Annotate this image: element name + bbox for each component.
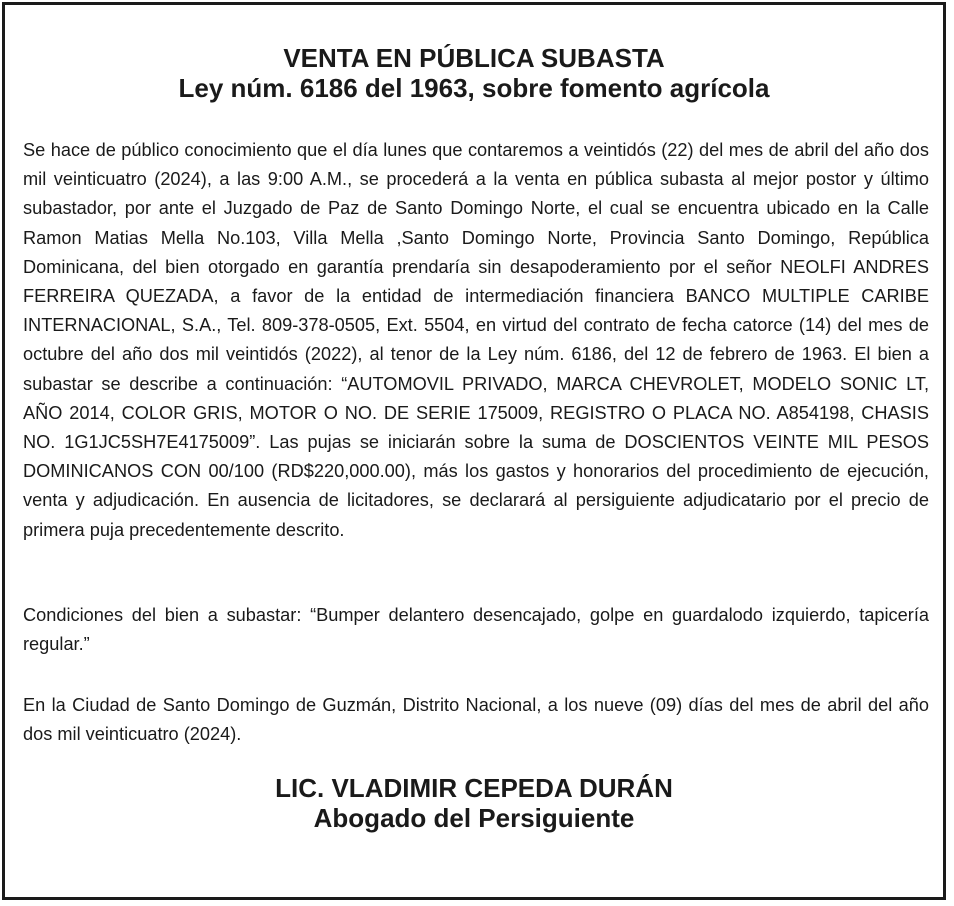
asset-conditions-paragraph: Condiciones del bien a subastar: “Bumper delantero desencajado, golpe en guardalodo izquierdo, tapicería regular.”	[23, 605, 929, 655]
signature-block	[5, 773, 943, 833]
signatory-role: Abogado del Persiguiente	[313, 803, 635, 833]
legal-notice	[2, 2, 946, 900]
signatory-name: LIC. VLADIMIR CEPEDA DURÁN	[275, 773, 673, 803]
place-date-paragraph: En la Ciudad de Santo Domingo de Guzmán, Distrito Nacional, a los nueve (09) días del mes de abril del año dos mil veinticuatro (2024).	[23, 695, 929, 745]
notice-subtitle: Ley núm. 6186 del 1963, sobre fomento agrícola	[178, 73, 770, 103]
notice-title: VENTA EN PÚBLICA SUBASTA	[283, 43, 665, 73]
auction-details-paragraph: Se hace de público conocimiento que el día lunes que contaremos a veintidós (22) del mes de abril del año dos mil veinticuatro (2024), a las 9:00 A.M., se procederá a la venta en pública subasta al mejor postor y último subastador, por ante el Juzgado de Paz de Santo Domingo Norte, el cual se encuentra ubicado en la Calle Ramon Matias Mella No.103, Villa Mella ,Santo Domingo Norte, Provincia Santo Domingo, República Dominicana, del bien otorgado en garantía prendaría sin desapoderamiento por el señor NEOLFI ANDRES FERREIRA QUEZADA, a favor de la entidad de intermediación financiera BANCO MULTIPLE CARIBE INTERNACIONAL, S.A., Tel. 809-378-0505, Ext. 5504, en virtud del contrato de fecha catorce (14) del mes de octubre del año dos mil veintidós (2022), al tenor de la Ley núm. 6186, del 12 de febrero de 1963. El bien a subastar se describe a continuación: “AUTOMOVIL PRIVADO, MARCA CHEVROLET, MODELO SONIC LT, AÑO 2014, COLOR GRIS, MOTOR O NO. DE SERIE 175009, REGISTRO O PLACA NO. A854198, CHASIS NO. 1G1JC5SH7E4175009”. Las pujas se iniciarán sobre la suma de DOSCIENTOS VEINTE MIL PESOS DOMINICANOS CON 00/100 (RD$220,000.00), más los gastos y honorarios del procedimiento de ejecución, venta y adjudicación. En ausencia de licitadores, se declarará al persiguiente adjudicatario por el precio de primera puja precedentemente descrito.	[23, 140, 929, 540]
notice-header	[5, 43, 943, 103]
